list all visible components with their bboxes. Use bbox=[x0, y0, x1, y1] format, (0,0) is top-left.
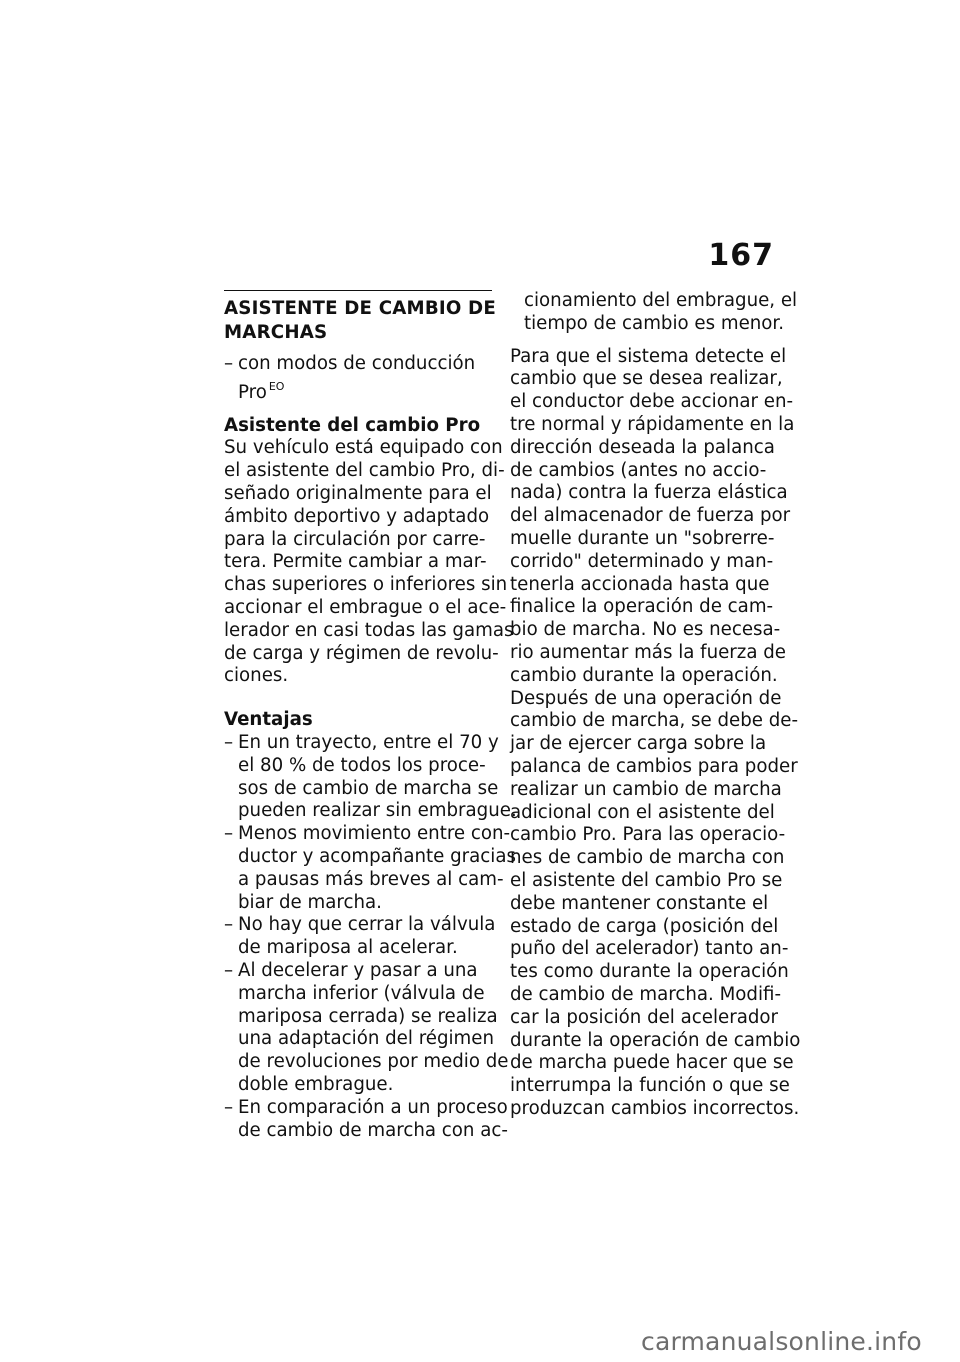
dash-bullet: – bbox=[224, 353, 234, 374]
availability-line bbox=[238, 376, 492, 405]
paragraph-line: rio aumentar más la fuerza de bbox=[510, 641, 786, 663]
paragraph-line: Para que el sistema detecte el bbox=[510, 345, 787, 367]
paragraph-line: debe mantener constante el bbox=[510, 892, 769, 914]
paragraph-line: cambio de marcha, se debe de- bbox=[510, 710, 799, 732]
watermark: carmanualsonline.info bbox=[641, 1327, 922, 1356]
paragraph-line: palanca de cambios para poder bbox=[510, 755, 798, 777]
paragraph-line: el conductor debe accionar en- bbox=[510, 391, 794, 413]
section-title bbox=[224, 297, 496, 345]
advantage-item bbox=[224, 731, 517, 823]
paragraph-line: jar de ejercer carga sobre la bbox=[510, 733, 767, 755]
paragraph-line: el asistente del cambio Pro, di- bbox=[224, 460, 505, 482]
section-title-line: MARCHAS bbox=[224, 322, 328, 343]
paragraph-line: del almacenador de fuerza por bbox=[510, 505, 791, 527]
advantage-line: sos de cambio de marcha se bbox=[238, 777, 499, 799]
advantage-line: el 80 % de todos los proce- bbox=[238, 754, 486, 776]
dash-bullet: – bbox=[224, 731, 234, 753]
advantage-line: pueden realizar sin embrague. bbox=[238, 800, 517, 822]
paragraph-line: chas superiores o inferiores sin bbox=[224, 574, 508, 596]
paragraph-line: lerador en casi todas las gamas bbox=[224, 619, 514, 641]
paragraph-line: interrumpa la función o que se bbox=[510, 1075, 790, 1097]
assistant-heading: Asistente del cambio Pro bbox=[224, 414, 481, 436]
advantage-continuation bbox=[510, 290, 798, 336]
paragraph-line: adicional con el asistente del bbox=[510, 801, 775, 823]
advantage-line: cionamiento del embrague, el bbox=[524, 290, 798, 311]
paragraph-line: cambio que se desea realizar, bbox=[510, 368, 783, 390]
availability-item bbox=[224, 353, 492, 405]
paragraph-line: estado de carga (posición del bbox=[510, 915, 779, 937]
paragraph-line: ámbito deportivo y adaptado bbox=[224, 505, 490, 527]
paragraph-line: car la posición del acelerador bbox=[510, 1006, 778, 1028]
paragraph-line: tes como durante la operación bbox=[510, 961, 789, 983]
paragraph-line: Después de una operación de bbox=[510, 687, 782, 709]
paragraph-line: de marcha puede hacer que se bbox=[510, 1052, 794, 1074]
dash-bullet: – bbox=[224, 914, 234, 936]
advantage-line: En comparación a un proceso bbox=[238, 1096, 508, 1118]
paragraph-line: puño del acelerador) tanto an- bbox=[510, 938, 789, 960]
advantage-item bbox=[224, 914, 496, 960]
section-title-line: ASISTENTE DE CAMBIO DE bbox=[224, 298, 496, 319]
advantage-line: Menos movimiento entre con- bbox=[238, 823, 511, 845]
paragraph-line: realizar un cambio de marcha bbox=[510, 778, 782, 800]
availability-line-text: Pro bbox=[238, 381, 267, 403]
advantage-line: una adaptación del régimen bbox=[238, 1028, 494, 1050]
advantage-item bbox=[224, 823, 516, 914]
paragraph-line: tenerla accionada hasta que bbox=[510, 573, 770, 595]
advantage-line: Al decelerar y pasar a una bbox=[238, 959, 478, 981]
assistant-paragraph bbox=[224, 437, 514, 688]
advantage-line: En un trayecto, entre el 70 y bbox=[238, 731, 499, 753]
paragraph-line: cambio durante la operación. bbox=[510, 664, 778, 686]
paragraph-line: corrido" determinado y man- bbox=[510, 550, 774, 572]
advantages-list bbox=[224, 731, 517, 1142]
operation-paragraph bbox=[510, 345, 801, 1121]
advantage-line: No hay que cerrar la válvula bbox=[238, 914, 496, 936]
left-column bbox=[224, 290, 517, 1142]
equipment-superscript: EO bbox=[268, 379, 285, 393]
advantage-line: tiempo de cambio es menor. bbox=[524, 312, 785, 334]
advantages-heading: Ventajas bbox=[224, 709, 313, 731]
paragraph-line: señado originalmente para el bbox=[224, 482, 492, 504]
availability-line: con modos de conducción bbox=[238, 353, 476, 374]
right-column bbox=[510, 290, 801, 1121]
advantage-line: de mariposa al acelerar. bbox=[238, 937, 458, 959]
paragraph-line: ciones. bbox=[224, 665, 289, 687]
dash-bullet: – bbox=[224, 1096, 234, 1118]
section-divider bbox=[224, 290, 492, 291]
advantage-line: biar de marcha. bbox=[238, 891, 382, 913]
advantage-line: ductor y acompañante gracias bbox=[238, 845, 516, 867]
paragraph-line: nes de cambio de marcha con bbox=[510, 847, 785, 869]
advantage-line: doble embrague. bbox=[238, 1073, 394, 1095]
advantage-line: a pausas más breves al cam- bbox=[238, 868, 504, 890]
paragraph-line: de carga y régimen de revolu- bbox=[224, 642, 499, 664]
paragraph-line: de cambio de marcha. Modifi- bbox=[510, 983, 782, 1005]
paragraph-line: durante la operación de cambio bbox=[510, 1029, 801, 1051]
dash-bullet: – bbox=[224, 959, 234, 981]
availability-list bbox=[224, 353, 492, 405]
paragraph-line: de cambios (antes no accio- bbox=[510, 459, 767, 481]
page-number: 167 bbox=[708, 238, 774, 273]
advantage-line: marcha inferior (válvula de bbox=[238, 982, 485, 1004]
paragraph-line: Su vehículo está equipado con bbox=[224, 437, 503, 459]
paragraph-line: para la circulación por carre- bbox=[224, 528, 486, 550]
advantage-item bbox=[224, 1096, 508, 1143]
paragraph-line: dirección deseada la palanca bbox=[510, 436, 775, 458]
paragraph-line: accionar el embrague o el ace- bbox=[224, 596, 507, 618]
dash-bullet: – bbox=[224, 823, 234, 845]
paragraph-line: produzcan cambios incorrectos. bbox=[510, 1097, 800, 1119]
paragraph-line: finalice la operación de cam- bbox=[510, 596, 774, 618]
paragraph-line: tre normal y rápidamente en la bbox=[510, 413, 795, 435]
paragraph-line: muelle durante un "sobrerre- bbox=[510, 527, 775, 549]
paragraph-line: bio de marcha. No es necesa- bbox=[510, 619, 781, 641]
paragraph-line: cambio Pro. Para las operacio- bbox=[510, 824, 786, 846]
advantage-line: de cambio de marcha con ac- bbox=[238, 1119, 508, 1141]
paragraph-line: nada) contra la fuerza elástica bbox=[510, 482, 788, 504]
advantage-item bbox=[224, 959, 509, 1097]
advantage-line: de revoluciones por medio de bbox=[238, 1051, 509, 1073]
paragraph-line: el asistente del cambio Pro se bbox=[510, 869, 783, 891]
advantage-line: mariposa cerrada) se realiza bbox=[238, 1005, 498, 1027]
paragraph-line: tera. Permite cambiar a mar- bbox=[224, 551, 487, 573]
